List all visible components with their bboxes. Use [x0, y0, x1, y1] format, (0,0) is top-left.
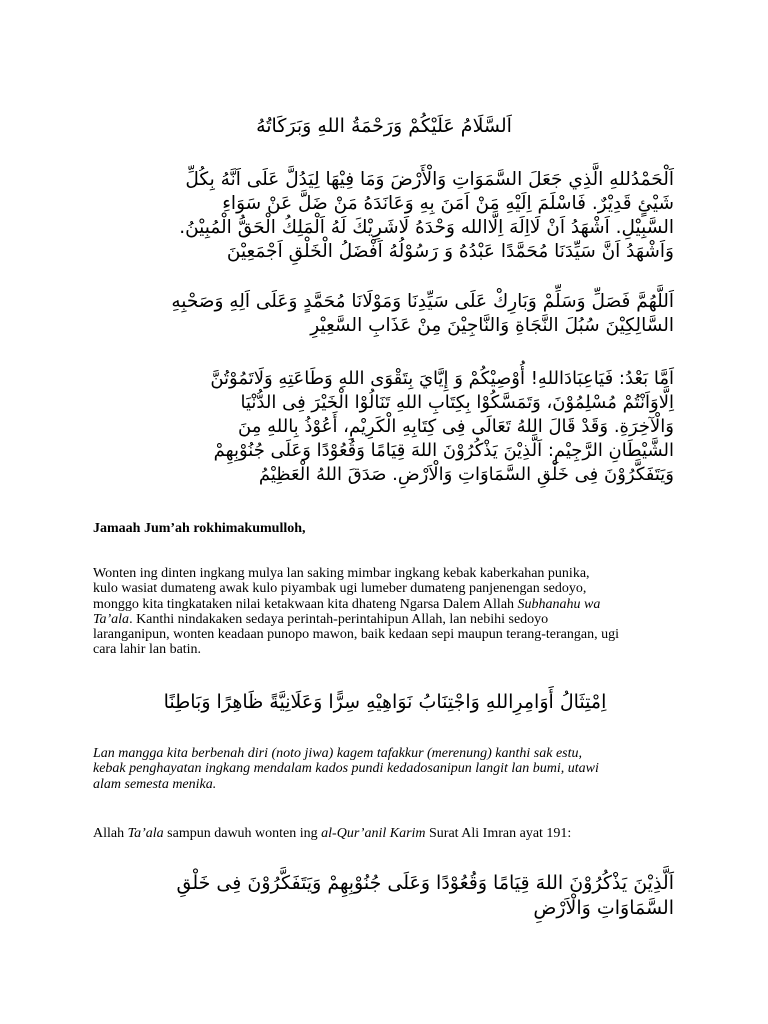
- hamd-line: شَيْئٍ قَدِيْرٌ. فَاسْلَمَ اِلَيْهِ مَنْ اَمَنَ بِهِ وَعَانَدَهُ مَنْ ضَلَّ عَنْ سَوَاءِ: [222, 193, 674, 214]
- amma-line: وَالْآخِرَةِ. وَقَدْ قَالَ اللهُ تَعَالَى فِى كِتَابِهِ الْكَرِيْمِ، أَعُوْذُ بِاللهِ مِنَ: [238, 416, 674, 437]
- hamd-line: وَاَشْهَدُ اَنَّ سَيِّدَنَا مُحَمَّدًا عَبْدُهُ وَ رَسُوْلُهُ اَفْضَلُ الْخَلْقِ اَجْمَعِيْنَ: [226, 241, 674, 262]
- ali-imran-191-ayat: [96, 871, 674, 921]
- shalawat-line: السَّالِكِيْنَ سُبُلَ النَّجَاةِ وَالنَّاجِيْنَ مِنْ عَذَابِ السَّعِيْرِ: [310, 315, 674, 336]
- ayat-line: اَلَّذِيْنَ يَذْكُرُوْنَ اللهَ قِيَامًا وَقُعُوْدًا وَعَلَى جُنُوْبِهِمْ وَيَتَفَكَّرُوْنَ فِى خَلْقِ: [176, 872, 674, 894]
- para1-line: [93, 581, 675, 596]
- amma-line: اَمَّا بَعْدُ: فَيَاعِبَادَاللهِ! أُوْصِيْكُمْ وَ إِيَّايَ بِتَقْوَى اللهِ وَطَاعَتِهِ وَلَاتَمُوْتُنَّ: [210, 368, 674, 389]
- ayat-line: السَّمَاوَاتِ وَالْاَرْضِ: [533, 897, 674, 919]
- text-span: monggo kita tingkataken nilai ketakwaan kita dhateng Ngarsa Dalem Allah: [93, 596, 518, 612]
- tafakkur-paragraph: [93, 746, 675, 792]
- para1-line: [93, 566, 675, 581]
- text-span: cara lahir lan batin.: [93, 642, 202, 658]
- shalawat-line: اَللَّهُمَّ فَصَلِّ وَسَلِّمْ وَبَارِكْ عَلَى سَيِّدِنَا وَمَوْلَانَا مُحَمَّدٍ وَعَلَى اَلِهِ وَصَحْبِهِ: [171, 291, 674, 312]
- text-span: kulo wasiat dumateng awak kulo piyambak ugi lumeber dumateng panjenengan sedoyo,: [93, 581, 587, 597]
- text-span: Allah: [93, 826, 128, 841]
- amma-line: وَيَتَفَكَّرُوْنَ فِى خَلْقِ السَّمَاوَاتِ وَالْاَرْضِ. صَدَقَ اللهُ الْعَظِيْمُ: [258, 464, 674, 485]
- para1-line: [93, 597, 675, 612]
- text-span: sampun dawuh wonten ing: [163, 826, 322, 841]
- wasiat-paragraph: [93, 566, 675, 658]
- text-span: Wonten ing dinten ingkang mulya lan saking mimbar ingkang kebak kaberkahan punika,: [93, 566, 590, 581]
- para1-line: [93, 642, 675, 657]
- para2-line: alam semesta menika.: [93, 776, 217, 792]
- text-span: . Kanthi nindakaken sedaya perintah-perintahipun Allah, lan nebihi sedoyo: [129, 611, 549, 627]
- italic-term: al-Qur’anil Karim: [321, 826, 426, 841]
- imtithal-arabic: اِمْتِثَالُ أَوَامِرِاللهِ وَاجْتِنَابُ نَوَاهِيْهِ سِرًّا وَعَلَانِيَّةً ظَاهِرًا وَبَاطِنًا: [163, 691, 607, 713]
- italic-term: Ta’ala: [127, 826, 164, 841]
- amma-line: اِلَّاوَاَنْتُمْ مُسْلِمُوْنَ، وَتَمَسَّكُوْا بِكِتَابِ اللهِ تَنَالُوْا الْخَيْرَ فِى الدُّنْيَا: [240, 392, 674, 413]
- italic-term: Ta’ala: [93, 611, 130, 627]
- italic-term: Subhanahu wa: [517, 596, 601, 612]
- jamaah-greeting: Jamaah Jum’ah rokhimakumulloh,: [93, 521, 306, 536]
- amma-line: الشَّيْطَانِ الرَّجِيْمِ: اَلَّذِيْنَ يَذْكُرُوْنَ اللهَ قِيَامًا وَقُعُوْدًا وَعَلَى جُنُوْبِهِمْ: [213, 440, 674, 461]
- salam-greeting: اَلسَّلَامُ عَلَيْكُمْ وَرَحْمَةُ اللهِ وَبَرَكَاتُهُ: [256, 115, 512, 137]
- text-span: laranganipun, wonten keadaan punopo mawon, baik kedaan sepi maupun terang-terangan, ugi: [93, 627, 619, 643]
- para2-line: Lan mangga kita berbenah diri (noto jiwa) kagem tafakkur (merenung) kanthi sak estu,: [93, 746, 583, 761]
- para1-line: [93, 612, 675, 627]
- para2-line: kebak penghayatan ingkang mendalam kados pundi kedadosanipun langit lan bumi, utawi: [93, 761, 599, 777]
- para1-line: [93, 627, 675, 642]
- hamdalah-paragraph: [96, 168, 674, 264]
- hamd-line: السَّبِيْلِ. اَشْهَدُ اَنْ لَااِلَهَ اِلَّاالله وَحْدَهُ لَاشَرِيْكَ لَهُ اَلْمَلِكُ الْحَقُّ الْمُبِيْنُ.: [179, 217, 674, 238]
- hamd-line: اَلْحَمْدُللهِ الَّذِي جَعَلَ السَّمَوَاتِ وَالْأَرْضَ وَمَا فِيْهَا لِيَدُلَّ عَلَى اَنَّهُ بِكُلِّ: [185, 169, 674, 190]
- shalawat-paragraph: [96, 290, 674, 338]
- text-span: Surat Ali Imran ayat 191:: [425, 826, 572, 841]
- amma-badu-paragraph: [96, 367, 674, 487]
- surah-reference: [93, 826, 675, 841]
